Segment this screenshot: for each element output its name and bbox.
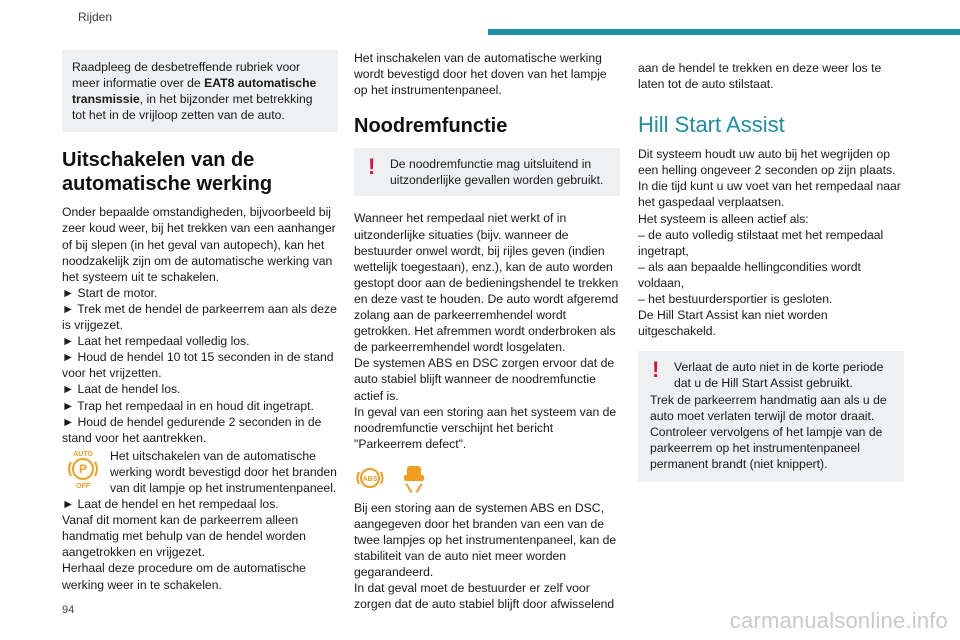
step-item: ► Laat de hendel los. bbox=[62, 382, 181, 397]
hill-para-2: Het systeem is alleen actief als: bbox=[638, 211, 809, 226]
info-box bbox=[62, 50, 338, 132]
para-noodrem-2: De systemen ABS en DSC zorgen ervoor dat de auto stabiel blijft wanneer de noodremfunctie actief is. bbox=[354, 356, 615, 403]
column-3 bbox=[638, 50, 904, 482]
section-heading-hill-start-assist: Hill Start Assist bbox=[638, 112, 785, 138]
step-item-last: ► Laat de hendel en het rempedaal los. bbox=[62, 497, 279, 512]
step-item: ► Trap het rempedaal in en houd dit ingetrapt. bbox=[62, 398, 314, 413]
condition-item: – de auto volledig stilstaat met het rempedaal ingetrapt, bbox=[638, 227, 884, 258]
intro-paragraph: Onder bepaalde omstandigheden, bijvoorbeeld bij zeer koud weer, bij het trekken van een aanhanger of bij slepen (in het geval van autopech), kan het noodzakelijk zijn om de automatische werking van het systeem uit te schakelen. bbox=[62, 205, 336, 284]
warning-box-hill bbox=[638, 351, 904, 482]
dsc-warning-icon bbox=[398, 462, 430, 494]
lamp-icon-letter: P bbox=[78, 461, 88, 476]
header-accent-bar bbox=[488, 29, 960, 35]
para-noodrem-5: In dat geval moet de bestuurder er zelf voor zorgen dat de auto stabiel blijft door afwisselend bbox=[354, 581, 615, 612]
outro-paragraph-2: Herhaal deze procedure om de automatische werking weer in te schakelen. bbox=[62, 561, 306, 592]
step-item: ► Laat het rempedaal volledig los. bbox=[62, 334, 250, 349]
steps-list bbox=[62, 285, 338, 446]
info-text-post: , in het bijzonder met betrekking tot het in de vrijloop zetten van de auto. bbox=[72, 92, 313, 123]
lamp-icon-text-top: AUTO bbox=[73, 450, 93, 458]
column-2 bbox=[354, 50, 620, 613]
hill-para-1: Dit systeem houdt uw auto bij het wegrijden op een helling ongeveer 2 seconden op zijn plaats. In die tijd kunt u uw voet van het rempedaal naar het gaspedaal verplaatsen. bbox=[638, 147, 901, 210]
warning-intro: Verlaat de auto niet in de korte periode dat u de Hill Start Assist gebruikt. bbox=[674, 360, 884, 391]
step-item: ► Start de motor. bbox=[62, 285, 158, 300]
condition-item: – het bestuurdersportier is gesloten. bbox=[638, 292, 833, 307]
section-heading-noodremfunctie: Noodremfunctie bbox=[354, 115, 508, 138]
page-number: 94 bbox=[62, 604, 75, 616]
section-label: Rijden bbox=[78, 10, 113, 24]
para-noodrem-3: In geval van een storing aan het systeem van de noodremfunctie verschijnt het bericht "Parkeerrem defect". bbox=[354, 404, 617, 451]
hill-para-3: De Hill Start Assist kan niet worden uitgeschakeld. bbox=[638, 308, 828, 339]
col3-continuation: aan de hendel te trekken en deze weer los te laten tot de auto stilstaat. bbox=[638, 61, 882, 92]
info-text-bold: EAT8 automatische transmissie bbox=[72, 76, 317, 107]
abs-icon-text: ABS bbox=[362, 475, 378, 483]
col2-intro: Het inschakelen van de automatische werking wordt bevestigd door het doven van het lampje op het instrumentenpaneel. bbox=[354, 51, 607, 98]
lamp-icon-text-bottom: OFF bbox=[76, 482, 90, 490]
column-1 bbox=[62, 50, 338, 593]
conditions-list bbox=[638, 227, 904, 307]
para-noodrem-4: Bij een storing aan de systemen ABS en DSC, aangegeven door het branden van een van de twee lampjes op het instrumentenpaneel, kan de stabiliteit van de auto niet meer worden gegarandeerd. bbox=[354, 500, 617, 580]
lamp-text: Het uitschakelen van de automatische werking wordt bevestigd door het branden van dit lampje op het instrumentenpaneel. bbox=[110, 448, 337, 495]
step-item: ► Houd de hendel gedurende 2 seconden in de stand voor het aantrekken. bbox=[62, 414, 322, 445]
condition-item: – als aan bepaalde hellingcondities wordt voldaan, bbox=[638, 259, 861, 290]
warning-text: De noodremfunctie mag uitsluitend in uitzonderlijke gevallen worden gebruikt. bbox=[390, 157, 604, 188]
auto-p-off-icon bbox=[62, 448, 104, 490]
step-item: ► Houd de hendel 10 tot 15 seconden in de stand voor het vrijzetten. bbox=[62, 350, 334, 381]
para-noodrem-1: Wanneer het rempedaal niet werkt of in uitzonderlijke situaties (bijv. wanneer de bestuurder onwel wordt, bij rijles geven (indien wettelijk toegestaan), enz.), kan de auto worden gestopt door aan de bedieningshendel te trekken en deze vast te houden. De auto wordt afgeremd zolang aan de parkeerremhendel wordt getrokken. Het afremmen wordt onderbroken als de parkeerremhendel wordt losgelaten. bbox=[354, 211, 619, 355]
warning-body: Trek de parkeerrem handmatig aan als u de auto moet verlaten terwijl de motor draait. Controleer vervolgens of het lampje van de parkeerrem op het instrumentenpaneel permanent brandt (niet knippert). bbox=[650, 392, 887, 471]
lamp-note bbox=[62, 448, 338, 496]
watermark: carmanualsonline.info bbox=[729, 608, 948, 633]
outro-paragraph: Vanaf dit moment kan de parkeerrem alleen handmatig met behulp van de hendel worden aangetrokken en vrijgezet. bbox=[62, 513, 306, 560]
section-heading-uitschakelen: Uitschakelen van de automatische werking bbox=[62, 149, 273, 196]
abs-warning-icon bbox=[354, 462, 386, 494]
exclamation-icon: ! bbox=[368, 154, 376, 180]
exclamation-icon: ! bbox=[652, 357, 660, 383]
warning-box bbox=[354, 148, 620, 196]
info-text-pre: Raadpleeg de desbetreffende rubriek voor meer informatie over de bbox=[72, 60, 301, 91]
warning-lamps bbox=[354, 462, 620, 494]
step-item: ► Trek met de hendel de parkeerrem aan als deze is vrijgezet. bbox=[62, 301, 337, 333]
